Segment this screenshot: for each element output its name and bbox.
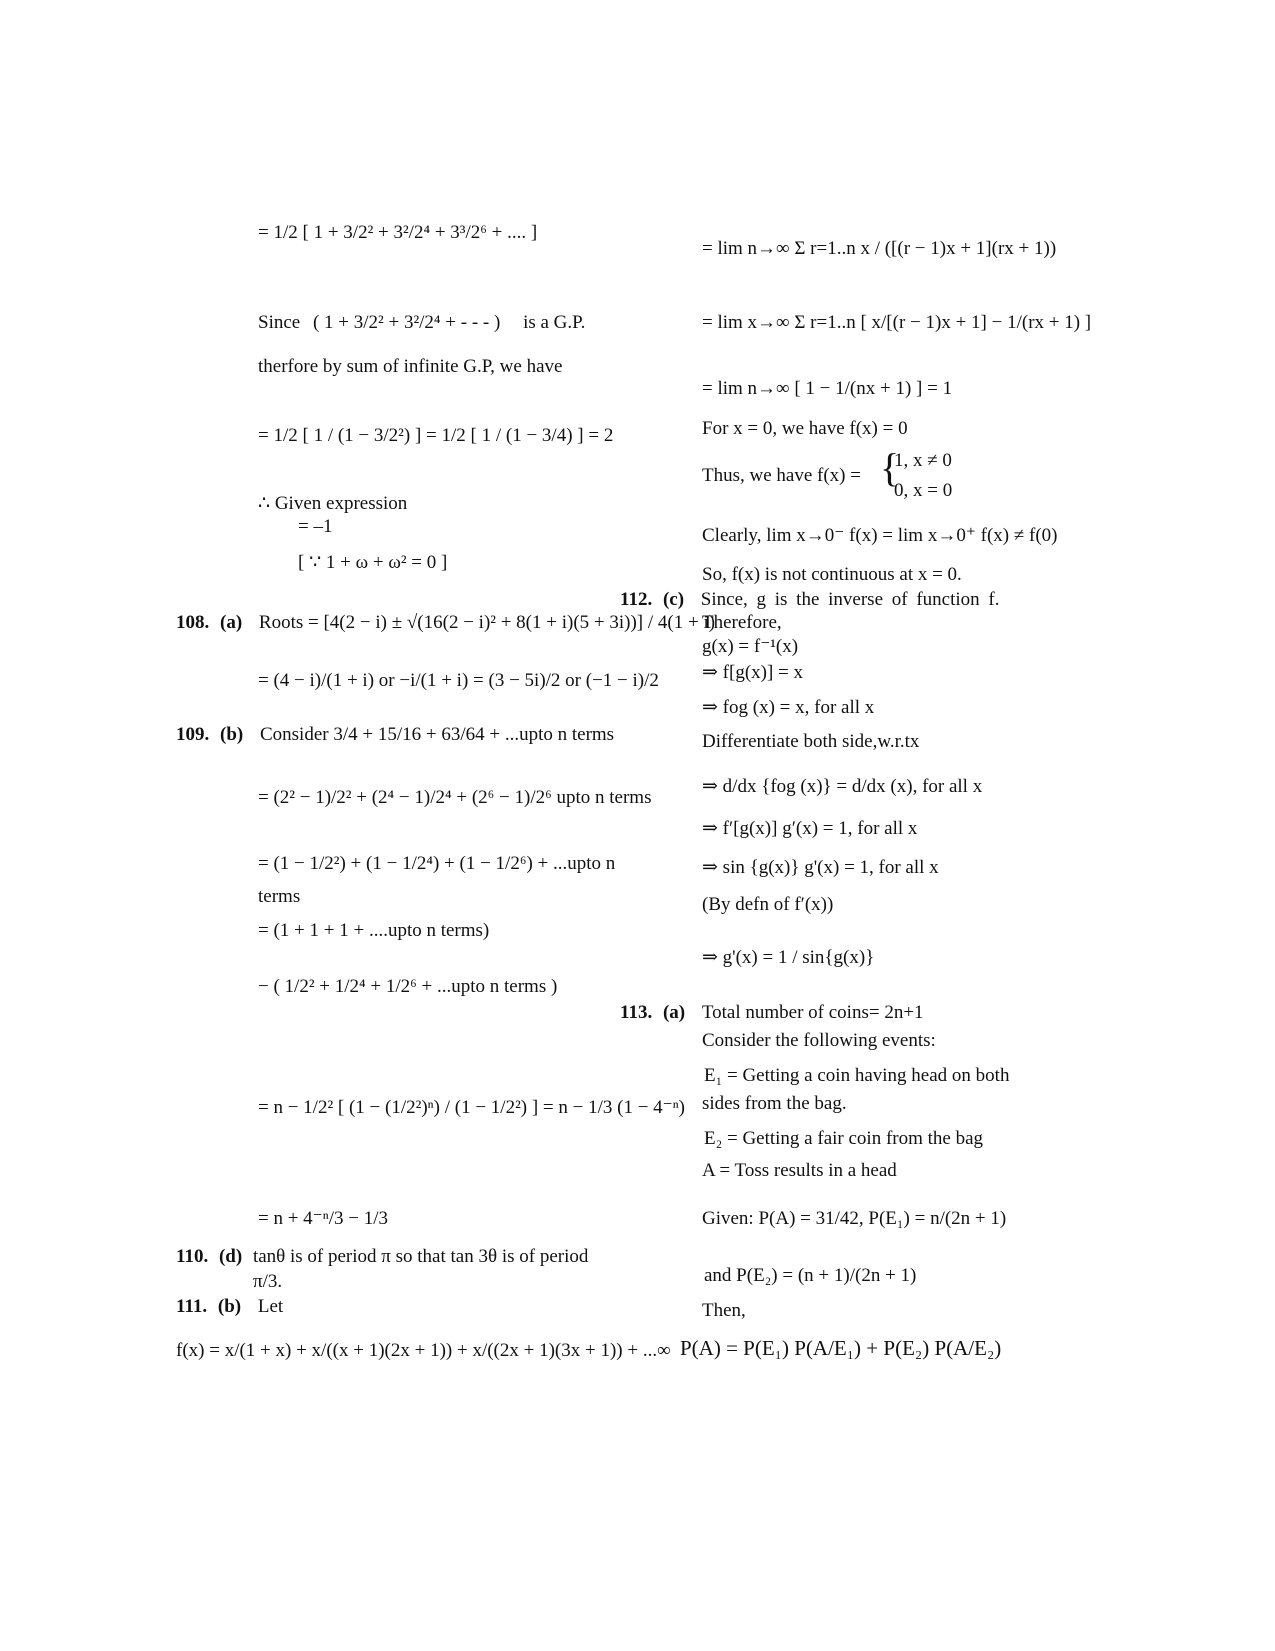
equation-text: Given: P(A) = 31/42, P(E₁) = n/(2n + 1) <box>702 1208 1007 1229</box>
text: Differentiate both side,w.r.tx <box>702 731 920 752</box>
question-number: 112. <box>620 589 653 610</box>
equation-line <box>258 222 537 244</box>
equation-line <box>702 636 798 658</box>
text-line <box>704 1128 983 1150</box>
text-line <box>258 886 300 908</box>
equation-text: ⇒ f′[g(x)] g′(x) = 1, for all x <box>702 818 918 839</box>
question-text: Let <box>257 1296 284 1317</box>
question-text: Roots = [4(2 − i) ± √(16(2 − i)² + 8(1 + i)(5 + 3i))] / 4(1 + i) <box>258 612 716 633</box>
text-line <box>702 894 833 916</box>
equation-line <box>702 525 1058 547</box>
answer-option: (b) <box>217 1296 242 1317</box>
text: For x = 0, we have f(x) = 0 <box>702 418 908 439</box>
equation-line <box>176 1340 671 1362</box>
series-expression: ( 1 + 3/2² + 3²/2⁴ + - - - ) <box>312 312 501 333</box>
equation-line <box>702 312 1091 334</box>
equation-line <box>702 662 803 684</box>
question-text: tanθ is of period π so that tan 3θ is of period <box>252 1246 589 1267</box>
equation-text: = lim n→∞ Σ r=1..n x / ([(r − 1)x + 1](rx + 1)) <box>702 238 1057 259</box>
answer-option: (a) <box>220 612 243 633</box>
is-gp-label: is a G.P. <box>523 312 586 333</box>
equation-text: = (1 + 1 + 1 + ....upto n terms) <box>258 920 490 941</box>
text-line <box>702 612 782 634</box>
since-line <box>258 312 585 334</box>
equation-line <box>702 947 874 969</box>
equation-line <box>258 853 615 875</box>
piecewise-case <box>894 480 952 502</box>
question-text: Since, g is the inverse of function f. <box>700 589 1000 610</box>
text-line <box>253 1271 282 1293</box>
question-number: 108. <box>176 612 210 633</box>
equation-text: − ( 1/2² + 1/2⁴ + 1/2⁶ + ...upto n terms ) <box>258 976 558 997</box>
equation-text: ⇒ f[g(x)] = x <box>702 662 804 683</box>
text: Therefore, <box>702 612 782 633</box>
question-108 <box>176 612 715 634</box>
text-line <box>702 1300 746 1322</box>
equation-text: and P(E₂) = (n + 1)/(2n + 1) <box>704 1265 917 1286</box>
text: π/3. <box>253 1271 283 1292</box>
question-109 <box>176 724 614 746</box>
text: E₁ = Getting a coin having head on both <box>704 1065 1010 1086</box>
question-text: Total number of coins= 2n+1 <box>701 1002 924 1023</box>
equation-line <box>702 238 1056 260</box>
question-number: 111. <box>176 1296 208 1317</box>
question-111 <box>176 1296 283 1318</box>
equation-line <box>258 920 489 942</box>
answer-option: (b) <box>220 724 244 745</box>
text: Then, <box>702 1300 746 1321</box>
case-text: 1, x ≠ 0 <box>894 450 952 471</box>
text: therfore by sum of infinite G.P, we have <box>258 356 563 377</box>
equation-text: ⇒ g'(x) = 1 / sin{g(x)} <box>702 947 875 968</box>
equation-line <box>702 857 939 879</box>
question-110 <box>176 1246 588 1268</box>
equation-line <box>702 1208 1006 1230</box>
equation-line <box>702 697 874 719</box>
question-number: 113. <box>620 1002 653 1023</box>
equation-line <box>704 1265 916 1287</box>
brace-icon: { <box>880 445 900 490</box>
since-label: Since <box>258 312 301 333</box>
equation-text: = lim x→∞ Σ r=1..n [ x/[(r − 1)x + 1] − 1/(rx + 1) ] <box>702 312 1092 333</box>
equation-text: = 1/2 [ 1 + 3/2² + 3²/2⁴ + 3³/2⁶ + .... ] <box>258 222 538 243</box>
text-line <box>702 418 908 440</box>
question-number: 109. <box>176 724 210 745</box>
equation-text: ⇒ d/dx {fog (x)} = d/dx (x), for all x <box>702 776 983 797</box>
equation-line <box>680 1336 1001 1360</box>
equation-line <box>702 378 952 400</box>
answer-option: (a) <box>662 1002 686 1023</box>
case-text: 0, x = 0 <box>894 480 953 501</box>
answer-option: (c) <box>662 589 685 610</box>
equation-text: g(x) = f⁻¹(x) <box>702 636 799 657</box>
equation-line <box>258 1097 685 1119</box>
text: Consider the following events: <box>702 1030 936 1051</box>
text: E₂ = Getting a fair coin from the bag <box>704 1128 984 1149</box>
text: A = Toss results in a head <box>702 1160 897 1181</box>
text-line <box>298 552 447 574</box>
question-112 <box>620 589 999 611</box>
equation-text: = 1/2 [ 1 / (1 − 3/2²) ] = 1/2 [ 1 / (1 − 3/4) ] = 2 <box>258 425 614 446</box>
answer-option: (d) <box>218 1246 243 1267</box>
equation-line <box>258 1208 388 1230</box>
text: [ ∵ 1 + ω + ω² = 0 ] <box>298 552 448 573</box>
question-113 <box>620 1002 924 1024</box>
equation-line <box>702 776 982 798</box>
text-line <box>702 731 919 753</box>
equation-text: P(A) = P(E₁) P(A/E₁) + P(E₂) P(A/E₂) <box>680 1336 1002 1360</box>
question-number: 110. <box>176 1246 209 1267</box>
text-line <box>704 1065 1009 1087</box>
equation-line <box>258 670 659 692</box>
text: ∴ Given expression <box>258 493 408 514</box>
equation-text: f(x) = x/(1 + x) + x/((x + 1)(2x + 1)) + x/((2x + 1)(3x + 1)) + ...∞ <box>176 1340 671 1361</box>
text-line <box>702 1160 897 1182</box>
text-line <box>258 356 562 378</box>
text: (By defn of f′(x)) <box>702 894 834 915</box>
equation-text: = (4 − i)/(1 + i) or −i/(1 + i) = (3 − 5i)/2 or (−1 − i)/2 <box>258 670 659 691</box>
text-line <box>298 516 332 538</box>
piecewise-case <box>894 450 952 472</box>
equation-text: = n + 4⁻ⁿ/3 − 1/3 <box>258 1208 388 1229</box>
equation-line <box>258 425 613 447</box>
equation-line <box>702 818 917 840</box>
equation-text: = n − 1/2² [ (1 − (1/2²)ⁿ) / (1 − 1/2²) ] = n − 1/3 (1 − 4⁻ⁿ) <box>258 1097 686 1118</box>
equation-line <box>258 976 557 998</box>
text: = –1 <box>298 516 333 537</box>
equation-text: Clearly, lim x→0⁻ f(x) = lim x→0⁺ f(x) ≠ f(0) <box>702 525 1058 546</box>
piecewise-lead: Thus, we have f(x) = <box>702 465 861 486</box>
piecewise-line <box>702 465 861 487</box>
text-line <box>702 1030 936 1052</box>
equation-text: ⇒ sin {g(x)} g'(x) = 1, for all x <box>702 857 939 878</box>
text: So, f(x) is not continuous at x = 0. <box>702 564 962 585</box>
equation-text: = lim n→∞ [ 1 − 1/(nx + 1) ] = 1 <box>702 378 953 399</box>
text: sides from the bag. <box>702 1093 847 1114</box>
equation-text: ⇒ fog (x) = x, for all x <box>702 697 875 718</box>
text-line <box>702 564 962 586</box>
text: terms <box>258 886 301 907</box>
equation-line <box>258 787 651 809</box>
equation-text: = (1 − 1/2²) + (1 − 1/2⁴) + (1 − 1/2⁶) + ...upto n <box>258 853 616 874</box>
text-line <box>702 1093 847 1115</box>
question-text: Consider 3/4 + 15/16 + 63/64 + ...upto n terms <box>259 724 615 745</box>
text-line <box>258 493 407 515</box>
equation-text: = (2² − 1)/2² + (2⁴ − 1)/2⁴ + (2⁶ − 1)/2⁶ upto n terms <box>258 787 652 808</box>
